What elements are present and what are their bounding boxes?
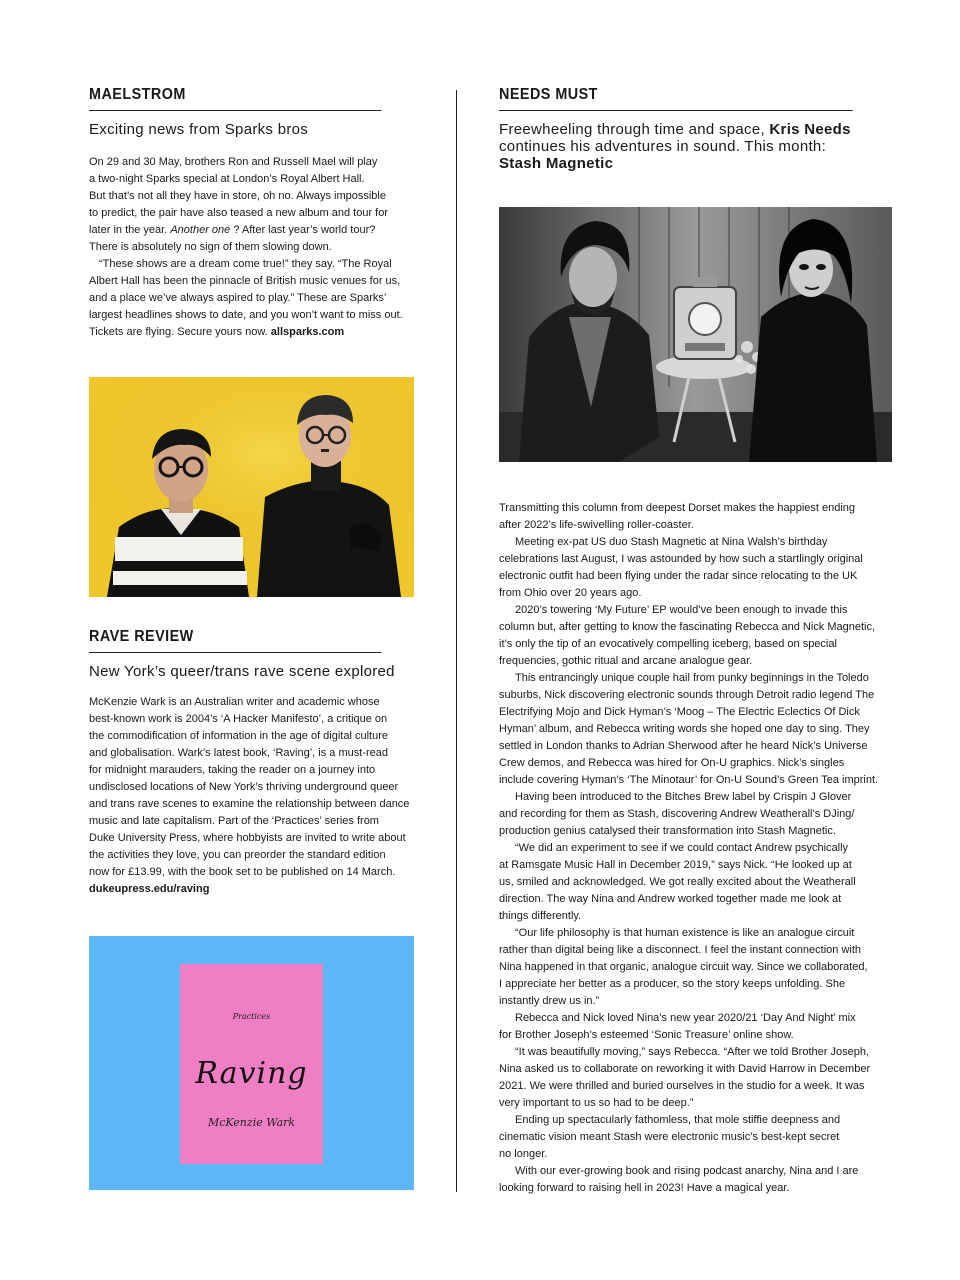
maelstrom-standfirst: Exciting news from Sparks bros — [89, 121, 309, 138]
text-line: Crew demos, and Rebecca was hired for On-U graphics. Nick’s singles — [499, 757, 845, 769]
text-span: Tickets are flying. Secure yours now. — [89, 326, 271, 338]
album-title-emphasis: Another one — [170, 224, 231, 236]
allsparks-link[interactable]: allsparks.com — [270, 326, 345, 338]
rave-review-standfirst: New York’s queer/trans rave scene explored — [89, 663, 395, 680]
stash-magnetic-photo — [499, 207, 892, 462]
text-line: This entrancingly unique couple hail from punky beginnings in the Toledo — [515, 672, 869, 684]
needs-must-paragraph — [499, 670, 899, 789]
text-line: include covering Hyman’s ‘The Minotaur’ for On-U Sound’s Green Tea imprint. — [499, 774, 879, 786]
text-line: Nina happened in that organic, analogue circuit way. Since we collaborated, — [499, 961, 868, 973]
text-line: rather than digital being like a disconnect. I feel the instant connection with — [499, 944, 862, 956]
column-subject: Stash Magnetic — [499, 155, 614, 172]
text-line: music and late capitalism. Part of the ‘Practices’ series from — [89, 815, 379, 827]
text-line: direction. The way Nina and Andrew worked together made me look at — [499, 893, 842, 905]
text-line: celebrations last August, I was astounded by how such a startlingly original — [499, 553, 863, 565]
text-line: On 29 and 30 May, brothers Ron and Russell Mael will play — [89, 156, 378, 168]
text-line: Meeting ex-pat US duo Stash Magnetic at Nina Walsh’s birthday — [515, 536, 828, 548]
needs-must-kicker: NEEDS MUST — [499, 86, 853, 111]
text-line: from Ohio over 20 years ago. — [499, 587, 642, 599]
column-divider — [456, 90, 457, 1192]
book-title: Raving — [195, 1056, 308, 1091]
text-line: Electrifying Mojo and Dick Hyman’s ‘Moog – The Electric Eclectics Of Dick — [499, 706, 860, 718]
raving-book-cover — [180, 964, 323, 1164]
text-line: “Our life philosophy is that human existence is like an analogue circuit — [515, 927, 855, 939]
raving-book-photo — [89, 936, 414, 1190]
rave-review-body — [89, 694, 414, 898]
text-line: and recording for them as Stash, discovering Andrew Weatherall’s DJing/ — [499, 808, 855, 820]
maelstrom-paragraph-2 — [89, 256, 414, 341]
rave-review-kicker: RAVE REVIEW — [89, 628, 382, 653]
text-span: later in the year. — [89, 224, 171, 236]
needs-must-paragraph — [499, 925, 899, 1010]
author-name: Kris Needs — [769, 121, 851, 138]
text-line: instantly drew us in.” — [499, 995, 600, 1007]
text-line: Nina asked us to collaborate on reworking it with David Harrow in December — [499, 1063, 871, 1075]
text-line: “It was beautifully moving,” says Rebecca. “After we told Brother Joseph, — [515, 1046, 869, 1058]
text-line: Transmitting this column from deepest Dorset makes the happiest ending — [499, 502, 856, 514]
text-line: “These shows are a dream come true!” they say. “The Royal — [99, 258, 392, 270]
needs-must-paragraph — [499, 1044, 899, 1112]
text-line: column but, after getting to know the fascinating Rebecca and Nick Magnetic, — [499, 621, 876, 633]
needs-must-paragraph — [499, 840, 899, 925]
maelstrom-paragraph-1 — [89, 154, 414, 256]
text-line: to predict, the pair have also teased a new album and tour for — [89, 207, 389, 219]
text-line: it’s only the tip of an evocatively compelling iceberg, based on special — [499, 638, 837, 650]
text-line: suburbs, Nick discovering electronic sounds through Detroit radio legend The — [499, 689, 875, 701]
text-line: 2020’s towering ‘My Future’ EP would’ve been enough to invade this — [515, 604, 848, 616]
text-line: McKenzie Wark is an Australian writer and academic whose — [89, 696, 380, 708]
text-line: very important to us so had to be deep.” — [499, 1097, 694, 1109]
text-line: the activities they love, you can preorder the standard edition — [89, 849, 386, 861]
text-line: at Ramsgate Music Hall in December 2019,” says Nick. “He looked up at — [499, 859, 852, 871]
maelstrom-body — [89, 154, 414, 341]
text-line: frequencies, gothic ritual and arcane analogue gear. — [499, 655, 753, 667]
text-line — [89, 324, 414, 341]
text-line: Ending up spectacularly fathomless, that mole stiffie deepness and — [515, 1114, 841, 1126]
text-line: “We did an experiment to see if we could contact Andrew psychically — [515, 842, 849, 854]
maelstrom-section — [89, 86, 414, 341]
book-series-label: Practices — [232, 1012, 271, 1021]
text-line: things differently. — [499, 910, 582, 922]
text-line: and trans rave scenes to examine the relationship between dance — [89, 798, 410, 810]
needs-must-paragraph — [499, 1112, 899, 1163]
text-span: continues his adventures in sound. This month: — [499, 138, 827, 155]
text-line: Hyman’ album, and Rebecca writing words she hoped one day to sing. They — [499, 723, 870, 735]
text-span: ? After last year’s world tour? — [230, 224, 376, 236]
needs-must-paragraph — [499, 1010, 899, 1044]
text-line: Rebecca and Nick loved Nina’s new year 2020/21 ‘Day And Night’ mix — [515, 1012, 856, 1024]
rave-review-section — [89, 628, 414, 898]
text-line: for midnight marauders, taking the reader on a journey into — [89, 764, 376, 776]
text-line — [89, 222, 414, 239]
text-line: for Brother Joseph’s esteemed ‘Sonic Treasure’ online show. — [499, 1029, 794, 1041]
text-line: There is absolutely no sign of them slowing down. — [89, 241, 332, 253]
sparks-photo — [89, 377, 414, 597]
maelstrom-kicker: MAELSTROM — [89, 86, 382, 111]
text-line: no longer. — [499, 1148, 548, 1160]
stash-magnetic-photo-illustration — [499, 207, 892, 462]
needs-must-paragraph — [499, 602, 899, 670]
text-line: production genius catalysed their transformation into Stash Magnetic. — [499, 825, 836, 837]
text-line: largest headlines shows to date, and you won’t want to miss out. — [89, 309, 403, 321]
text-line: Having been introduced to the Bitches Brew label by Crispin J Glover — [515, 791, 852, 803]
text-line: But that’s not all they have in store, oh no. Always impossible — [89, 190, 386, 202]
text-line: a two-night Sparks special at London’s Royal Albert Hall. — [89, 173, 365, 185]
text-line: 2021. We were thrilled and buried ourselves in the studio for a week. It was — [499, 1080, 865, 1092]
needs-must-paragraph — [499, 500, 899, 534]
text-line: I appreciate her better as a producer, so the story keeps unfolding. She — [499, 978, 846, 990]
text-line: best-known work is 2004’s ‘A Hacker Manifesto’, a critique on — [89, 713, 388, 725]
text-line: With our ever-growing book and rising podcast anarchy, Nina and I are — [515, 1165, 859, 1177]
dukeupress-link[interactable]: dukeupress.edu/raving — [89, 883, 210, 895]
needs-must-paragraph — [499, 789, 899, 840]
text-line: and globalisation. Wark’s latest book, ‘Raving’, is a must-read — [89, 747, 388, 759]
needs-must-body — [499, 500, 899, 1197]
text-line: looking forward to raising hell in 2023! Have a magical year. — [499, 1182, 790, 1194]
text-line: after 2022’s life-swivelling roller-coaster. — [499, 519, 694, 531]
text-line: the commodification of information in the age of digital culture — [89, 730, 388, 742]
needs-must-paragraph — [499, 1163, 899, 1197]
text-line: and a place we’ve always aspired to play.” These are Sparks’ — [89, 292, 387, 304]
sparks-photo-illustration — [89, 377, 414, 597]
book-author: McKenzie Wark — [207, 1116, 296, 1129]
needs-must-paragraph — [499, 534, 899, 602]
text-line: undisclosed locations of New York’s thriving underground queer — [89, 781, 399, 793]
needs-must-standfirst — [499, 121, 892, 172]
text-line: cinematic vision meant Stash were electronic music’s best-kept secret — [499, 1131, 840, 1143]
needs-must-section — [499, 86, 892, 172]
text-span: Freewheeling through time and space, — [499, 121, 770, 138]
text-line: now for £13.99, with the book set to be published on 14 March. — [89, 866, 396, 878]
text-line: Duke University Press, where hobbyists are invited to write about — [89, 832, 406, 844]
text-line: Albert Hall has been the pinnacle of British music venues for us, — [89, 275, 401, 287]
text-line: us, smiled and acknowledged. We got really excited about the Weatherall — [499, 876, 856, 888]
text-line: settled in London thanks to Adrian Sherwood after he heard Nick’s Universe — [499, 740, 868, 752]
text-line: electronic outfit had been flying under the radar since relocating to the UK — [499, 570, 858, 582]
